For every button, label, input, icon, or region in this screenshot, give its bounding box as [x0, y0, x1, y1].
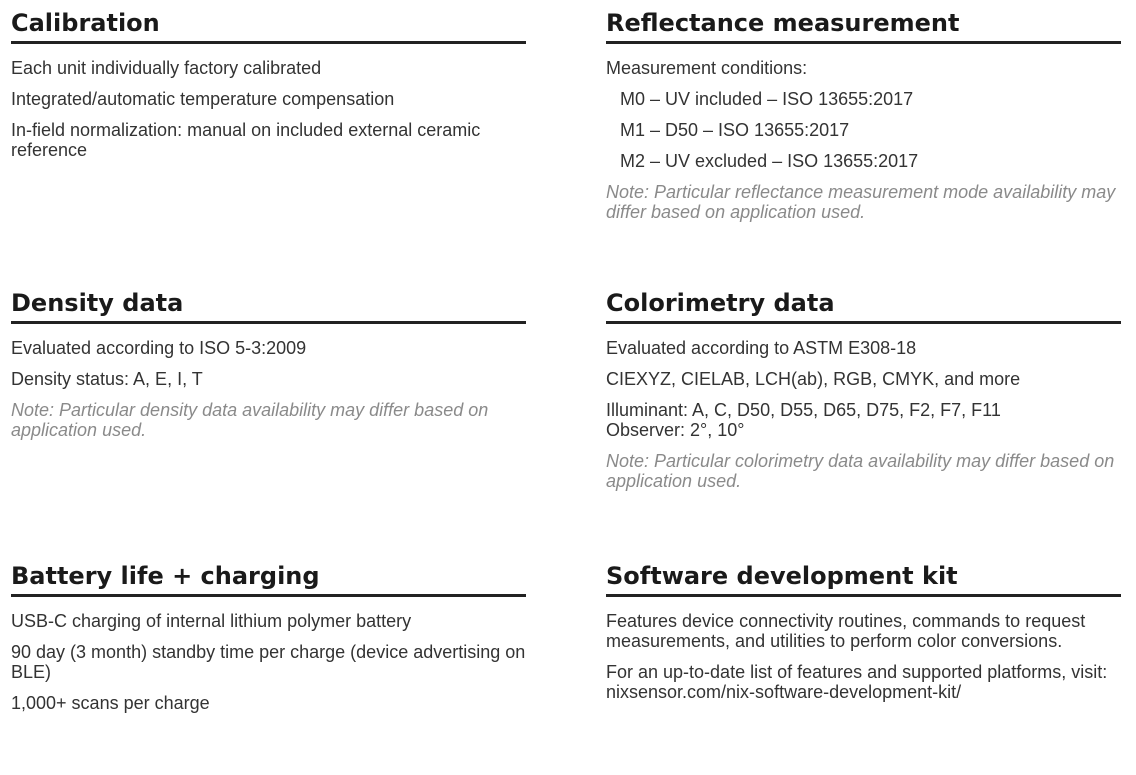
colorimetry-illuminant: Illuminant: A, C, D50, D55, D65, D75, F2, F7, F11	[606, 400, 1001, 420]
measurement-condition: M1 – D50 – ISO 13655:2017	[620, 120, 850, 140]
measurement-condition: M2 – UV excluded – ISO 13655:2017	[620, 151, 919, 171]
reflectance-section	[606, 0, 1121, 233]
battery-line: USB-C charging of internal lithium polymer battery	[11, 611, 412, 631]
reflectance-intro: Measurement conditions:	[606, 58, 808, 78]
colorimetry-section	[606, 280, 1121, 502]
colorimetry-observer: Observer: 2°, 10°	[606, 420, 745, 440]
density-line: Evaluated according to ISO 5-3:2009	[11, 338, 307, 358]
sdk-heading: Software development kit	[606, 553, 1121, 597]
measurement-condition: M0 – UV included – ISO 13655:2017	[620, 89, 914, 109]
sdk-link[interactable]: nixsensor.com/nix-software-development-kit/	[606, 682, 962, 702]
density-section	[11, 280, 526, 451]
sdk-line: Features device connectivity routines, commands to request measurements, and utilities to perform color conversions.	[606, 611, 1086, 651]
reflectance-note: Note: Particular reflectance measurement mode availability may differ based on application used.	[606, 182, 1116, 222]
calibration-section	[11, 0, 526, 171]
calibration-line: In-field normalization: manual on included external ceramic reference	[11, 120, 481, 160]
battery-section	[11, 553, 526, 724]
battery-line: 1,000+ scans per charge	[11, 693, 210, 713]
sdk-section	[606, 553, 1121, 713]
density-note: Note: Particular density data availability may differ based on application used.	[11, 400, 489, 440]
sdk-line: For an up-to-date list of features and supported platforms, visit:	[606, 662, 1108, 682]
calibration-line: Each unit individually factory calibrated	[11, 58, 322, 78]
calibration-heading: Calibration	[11, 0, 526, 44]
colorimetry-line: CIEXYZ, CIELAB, LCH(ab), RGB, CMYK, and more	[606, 369, 1021, 389]
battery-line: 90 day (3 month) standby time per charge (device advertising on BLE)	[11, 642, 526, 682]
density-line: Density status: A, E, I, T	[11, 369, 203, 389]
density-heading: Density data	[11, 280, 526, 324]
battery-heading: Battery life + charging	[11, 553, 526, 597]
reflectance-heading: Reflectance measurement	[606, 0, 1121, 44]
colorimetry-note: Note: Particular colorimetry data availability may differ based on application used.	[606, 451, 1115, 491]
calibration-line: Integrated/automatic temperature compensation	[11, 89, 395, 109]
colorimetry-heading: Colorimetry data	[606, 280, 1121, 324]
colorimetry-line: Evaluated according to ASTM E308-18	[606, 338, 917, 358]
